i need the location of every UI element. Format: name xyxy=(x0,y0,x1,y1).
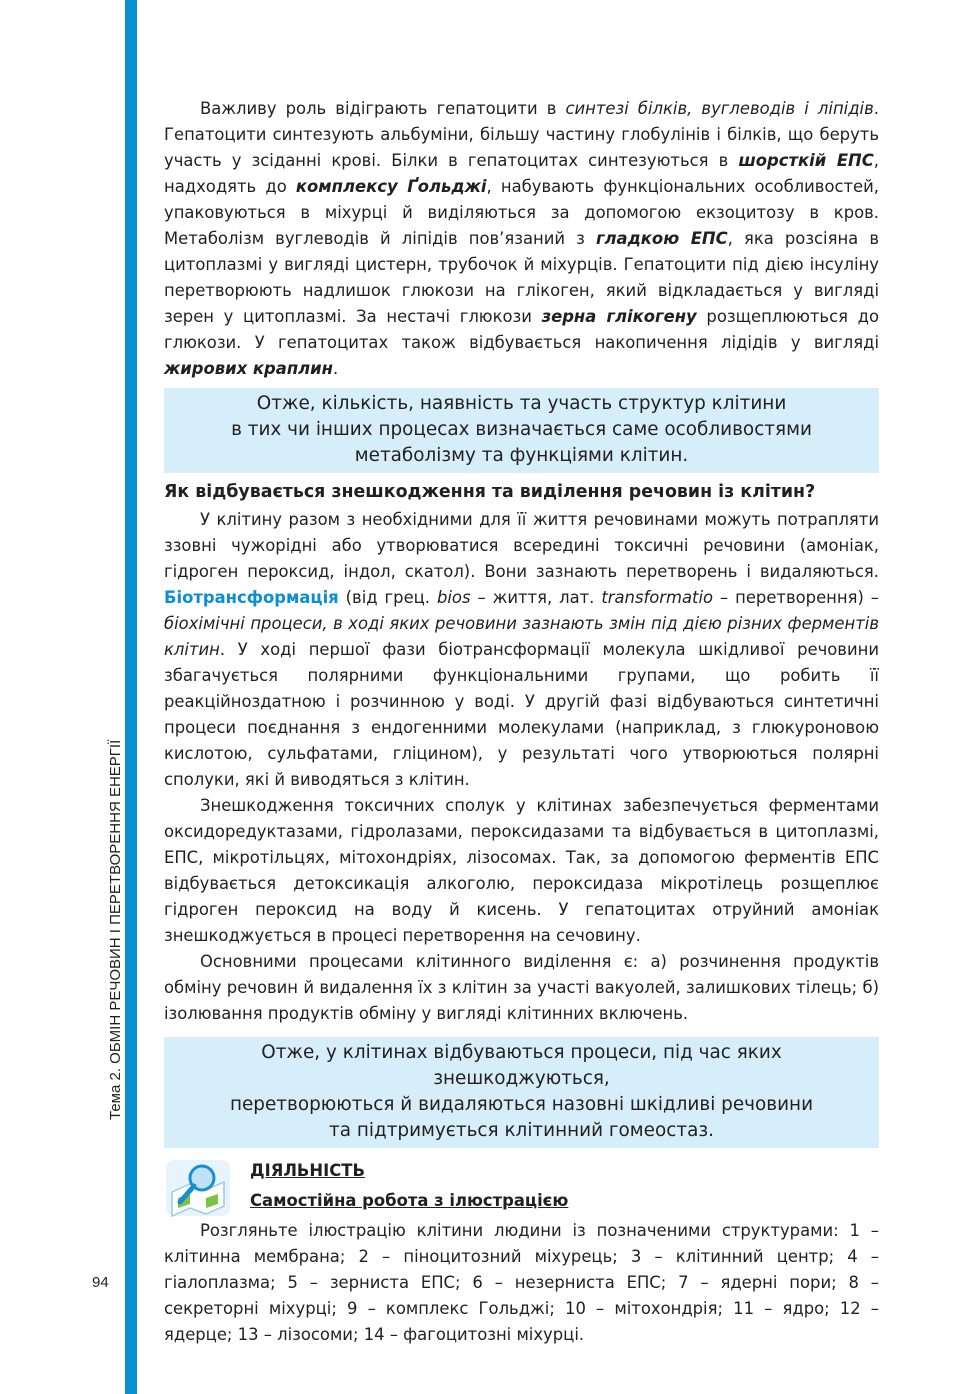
activity-title: ДІЯЛЬНІСТЬ xyxy=(250,1161,365,1180)
page-number: 94 xyxy=(92,1274,109,1291)
page-content xyxy=(164,96,879,1348)
paragraph-biotransformation: У клітину разом з необхідними для її життя речовинами можуть потрапляти ззовні чужорідні або утворюватися всередині токсичні речовини (амоніак, гідроген пероксид, індол, скатол). Вони зазнають перетворень і видаляються. Біотрансформація (від грец. bios – життя, лат. transformatio – перетворення) – біохімічні процеси, в ході яких речовини зазнають змін під дією різних ферментів клітин. У ході першої фази біотрансформації молекула шкідливої речовини збагачується полярними функціональними групами, що робить її реакційноздатною і розчинною у воді. У другій фазі відбуваються синтетичні процеси поєднання з ендогенними молекулами (наприклад, з глюкуроновою кислотою, сульфатами, гліцином), у результаті чого утворюються полярні сполуки, які й виводяться з клітин. xyxy=(164,510,879,789)
paragraph-excretion: Основними процесами клітинного виділення є: а) розчинення продуктів обміну речовин й видалення їх з клітин за участі вакуолей, залишкових тілець; б) ізолювання продуктів обміну у вигляді клітинних включень. xyxy=(164,952,879,1023)
side-stripe-inner xyxy=(125,0,137,1394)
section-heading: Як відбувається знешкодження та виділення речовин із клітин? xyxy=(164,482,816,502)
summary-box-metabolism: Отже, кількість, наявність та участь структур клітини в тих чи інших процесах визначається саме особливостями метаболізму та функціями клітин. xyxy=(164,388,879,473)
margin-band xyxy=(85,0,125,1394)
term-biotransformation: Біотрансформація xyxy=(164,588,339,607)
activity-block xyxy=(164,1158,879,1218)
paragraph-detoxification: Знешкодження токсичних сполук у клітинах забезпечується ферментами оксидоредуктазами, гідролазами, пероксидазами та відбувається в цитоплазмі, ЕПС, мікротільцях, мітохондріях, лізосомах. Так, за допомогою ферментів ЕПС відбувається детоксикація алкоголю, пероксидаза мікротілець розщеплює гідроген пероксид на воду й кисень. У гепатоцитах отруйний амоніак знешкоджується в процесі перетворення на сечовину. xyxy=(164,796,879,945)
magnifier-map-icon xyxy=(164,1158,232,1218)
paragraph-hepatocytes: Важливу роль відіграють гепатоцити в синтезі білків, вуглеводів і ліпідів. Гепатоцити синтезують альбуміни, більшу частину глобулінів і білків, що беруть участь у зсіданні крові. Білки в гепатоцитах синтезуються в шорсткій ЕПС, надходять до комплексу Ґольджі, набувають функціональних особливостей, упаковуються в міхурці й виділяються за допомогою екзоцитозу в кров. Метаболізм вуглеводів й ліпідів пов’язаний з гладкою ЕПС, яка розсіяна в цитоплазмі у вигляді цистерн, трубочок й міхурців. Гепатоцити під дією інсуліну перетворюють надлишок глюкози на глікоген, який відкладається у вигляді зерен у цитоплазмі. За нестачі глюкози зерна глікогену розщеплюються до глюкози. У гепатоцитах також відбувається накопичення лідідів у вигляді жирових краплин. xyxy=(164,99,879,378)
chapter-title-vertical: Тема 2. ОБМІН РЕЧОВИН І ПЕРЕТВОРЕННЯ ЕНЕРГІЇ xyxy=(107,739,124,1120)
activity-subtitle: Самостійна робота з ілюстрацією xyxy=(250,1191,569,1210)
summary-box-homeostasis: Отже, у клітинах відбуваються процеси, під час яких знешкоджуються, перетворюються й видаляються назовні шкідливі речовини та підтримується клітинний гомеостаз. xyxy=(164,1037,879,1148)
paragraph-cell-structures: Розгляньте ілюстрацію клітини людини із позначеними структурами: 1 – клітинна мембрана; 2 – піноцитозний міхурець; 3 – клітинний центр; 4 – гіалоплазма; 5 – зерниста ЕПС; 6 – незерниста ЕПС; 7 – ядерні пори; 8 – секреторні міхурці; 9 – комплекс Гольджі; 10 – мітохондрія; 11 – ядро; 12 – ядерце; 13 – лізосоми; 14 – фагоцитозні міхурці. xyxy=(164,1221,879,1344)
